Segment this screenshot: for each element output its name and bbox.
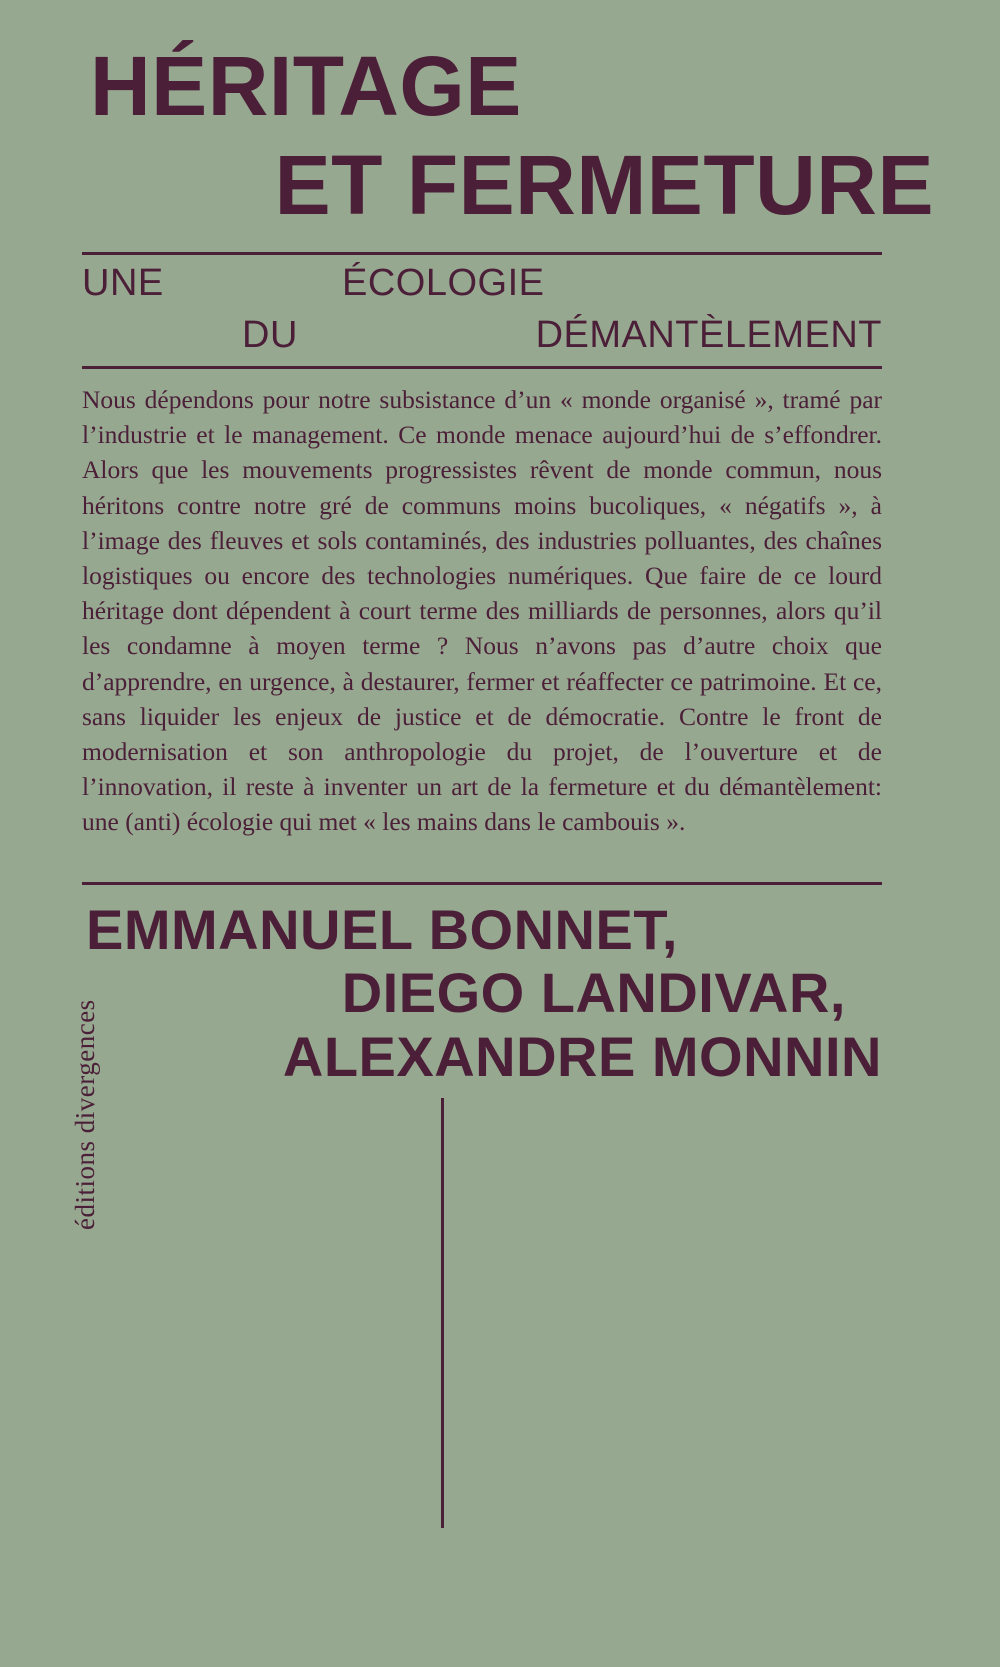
title-line-1: HÉRITAGE xyxy=(90,39,522,133)
author-line-3: ALEXANDRE MONNIN xyxy=(282,1024,882,1088)
author-line-2: DIEGO LANDIVAR, xyxy=(341,961,846,1025)
subtitle-word-une: UNE xyxy=(82,262,164,304)
divider-middle xyxy=(82,366,882,369)
authors-block xyxy=(82,898,882,1088)
subtitle-word-ecologie: ÉCOLOGIE xyxy=(342,262,545,304)
divider-bottom xyxy=(82,882,882,885)
subtitle-word-du: DU xyxy=(242,314,298,356)
subtitle-block xyxy=(82,262,882,366)
subtitle-row-2 xyxy=(82,314,882,366)
blurb-text: Nous dépendons pour notre subsistance d’un « monde organisé », tramé par l’industrie et le management. Ce monde menace aujourd’hui de s’effondrer. Alors que les mouvements progressistes rêvent de monde commun, nous héritons contre notre gré de communs moins bucoliques, « négatifs », à l’image des fleuves et sols contaminés, des industries polluantes, des chaînes logistiques ou encore des technologies numériques. Que faire de ce lourd héritage dont dépendent à court terme des milliards de personnes, alors qu’il les condamne à moyen terme ? Nous n’avons pas d’autre choix que d’apprendre, en urgence, à destaurer, fermer et réaffecter ce patrimoine. Et ce, sans liquider les enjeux de justice et de démocratie. Contre le front de modernisation et son anthropologie du projet, de l’ouverture et de l’innovation, il reste à inventer un art de la fermeture et du démantèlement: une (anti) écologie qui met « les mains dans le cambouis ». xyxy=(82,385,882,837)
divider-top xyxy=(82,252,882,255)
author-line-1: EMMANUEL BONNET, xyxy=(86,898,678,961)
vertical-divider xyxy=(441,1098,444,1528)
title-line-2: ET FERMETURE xyxy=(274,138,934,233)
subtitle-row-1 xyxy=(82,262,882,314)
title-block xyxy=(82,39,934,233)
publisher-name: éditions divergences xyxy=(70,999,100,1230)
subtitle-word-demantelement: DÉMANTÈLEMENT xyxy=(535,314,882,356)
